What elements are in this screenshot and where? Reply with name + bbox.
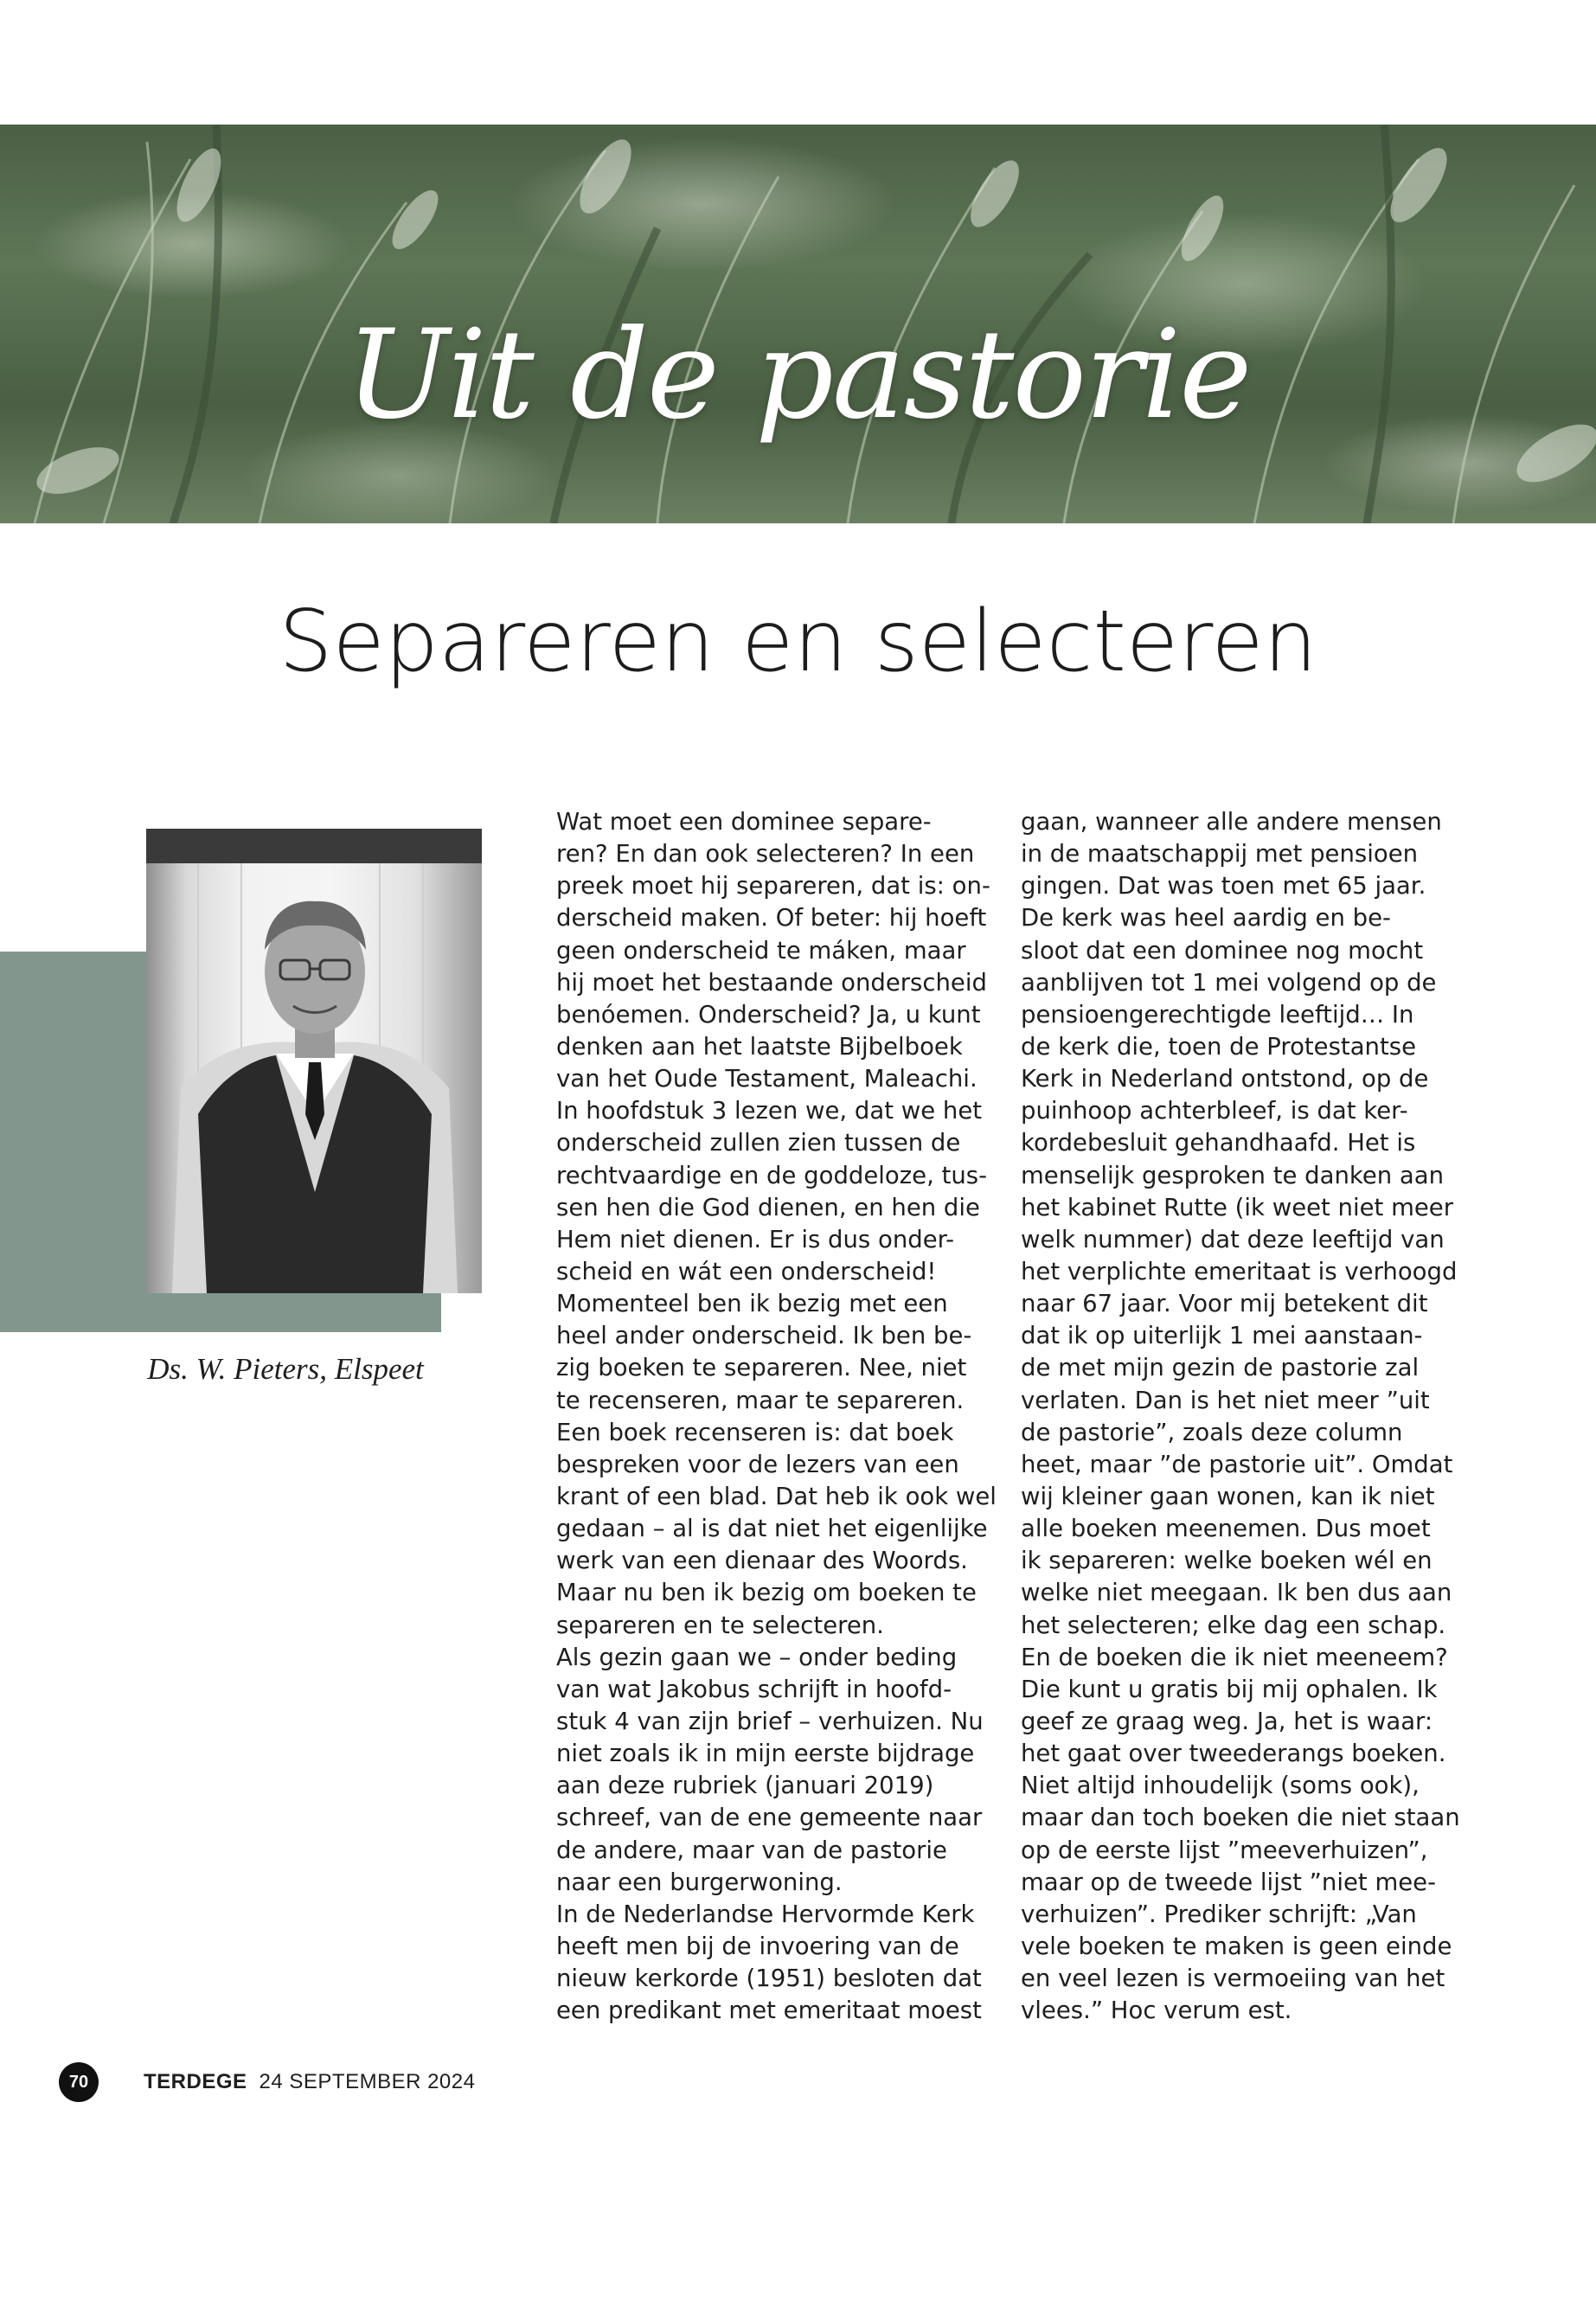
- text-line: een predikant met emeritaat moest: [556, 1997, 982, 2025]
- text-line: sloot dat een dominee nog mocht: [1021, 936, 1424, 965]
- text-line: denken aan het laatste Bijbelboek: [556, 1032, 963, 1061]
- text-line: maar op de tweede lijst ”niet mee-: [1021, 1868, 1436, 1896]
- text-line: de pastorie”, zoals deze column: [1021, 1418, 1403, 1446]
- text-line: vele boeken te maken is geen einde: [1021, 1932, 1452, 1960]
- author-caption: Ds. W. Pieters, Elspeet: [147, 1352, 424, 1386]
- text-line: onderscheid zullen zien tussen de: [556, 1129, 961, 1157]
- text-line: de andere, maar van de pastorie: [556, 1836, 947, 1864]
- text-line: en veel lezen is vermoeiing van het: [1021, 1965, 1445, 1993]
- text-line: werk van een dienaar des Woords.: [556, 1547, 968, 1575]
- text-line: van het Oude Testament, Maleachi.: [556, 1065, 977, 1093]
- header-banner: [0, 125, 1596, 523]
- text-line: bespreken voor de lezers van een: [556, 1450, 959, 1478]
- author-portrait: [146, 829, 482, 1293]
- text-line: nieuw kerkorde (1951) besloten dat: [556, 1965, 982, 1993]
- text-line: scheid en wát een onderscheid!: [556, 1257, 937, 1285]
- text-line: het selecteren; elke dag een schap.: [1021, 1611, 1446, 1639]
- text-line: ren? En dan ook selecteren? In een: [556, 840, 975, 868]
- text-line: stuk 4 van zijn brief – verhuizen. Nu: [556, 1707, 984, 1735]
- text-line: alle boeken meenemen. Dus moet: [1021, 1515, 1431, 1543]
- text-line: de kerk die, toen de Protestantse: [1021, 1032, 1417, 1061]
- text-line: Hem niet dienen. Er is dus onder-: [556, 1225, 955, 1253]
- text-line: geen onderscheid te máken, maar: [556, 936, 966, 965]
- text-line: heet, maar ”de pastorie uit”. Omdat: [1021, 1450, 1453, 1478]
- text-line: ik separeren: welke boeken wél en: [1021, 1547, 1433, 1575]
- text-line: gingen. Dat was toen met 65 jaar.: [1021, 872, 1426, 901]
- text-line: Maar nu ben ik bezig om boeken te: [556, 1579, 977, 1607]
- text-line: hij moet het bestaande onderscheid: [556, 968, 987, 997]
- text-line: Een boek recenseren is: dat boek: [556, 1418, 954, 1446]
- text-line: In hoofdstuk 3 lezen we, dat we het: [556, 1097, 983, 1125]
- text-line: verhuizen”. Prediker schrijft: „Van: [1021, 1900, 1417, 1928]
- article-column-2: [1021, 806, 1462, 2027]
- text-line: naar 67 jaar. Voor mij betekent dit: [1021, 1290, 1428, 1318]
- text-line: rechtvaardige en de goddeloze, tus-: [556, 1161, 988, 1189]
- text-line: naar een burgerwoning.: [556, 1868, 843, 1896]
- text-line: het kabinet Rutte (ik weet niet meer: [1021, 1193, 1453, 1221]
- text-line: derscheid maken. Of beter: hij hoeft: [556, 904, 987, 933]
- text-line: In de Nederlandse Hervormde Kerk: [556, 1900, 975, 1928]
- text-line: Wat moet een dominee separe-: [556, 808, 932, 836]
- text-line: menselijk gesproken te danken aan: [1021, 1161, 1445, 1189]
- banner-title: Uit de pastorie: [345, 304, 1251, 446]
- text-line: schreef, van de ene gemeente naar: [556, 1804, 983, 1832]
- text-line: Niet altijd inhoudelijk (soms ook),: [1021, 1772, 1420, 1800]
- text-line: zig boeken te separeren. Nee, niet: [556, 1354, 967, 1382]
- text-line: maar dan toch boeken die niet staan: [1021, 1804, 1460, 1832]
- article-column-1: [556, 806, 997, 2027]
- text-line: heeft men bij de invoering van de: [556, 1932, 959, 1960]
- text-line: het gaat over tweederangs boeken.: [1021, 1740, 1446, 1768]
- text-line: kordebesluit gehandhaafd. Het is: [1021, 1129, 1416, 1157]
- text-line: de met mijn gezin de pastorie zal: [1021, 1354, 1420, 1382]
- text-line: vlees.” Hoc verum est.: [1021, 1997, 1292, 2025]
- text-line: En de boeken die ik niet meeneem?: [1021, 1643, 1448, 1671]
- text-line: krant of een blad. Dat heb ik ook wel: [556, 1482, 997, 1510]
- portrait-illustration: [146, 829, 482, 1293]
- issue-date: 24 SEPTEMBER 2024: [259, 2070, 476, 2093]
- text-line: wij kleiner gaan wonen, kan ik niet: [1021, 1482, 1435, 1510]
- text-line: op de eerste lijst ”meeverhuizen”,: [1021, 1836, 1428, 1864]
- text-line: van wat Jakobus schrijft in hoofd-: [556, 1675, 952, 1703]
- text-line: aan deze rubriek (januari 2019): [556, 1772, 934, 1800]
- text-line: Als gezin gaan we – onder beding: [556, 1643, 958, 1671]
- text-line: Kerk in Nederland ontstond, op de: [1021, 1065, 1429, 1093]
- text-line: puinhoop achterbleef, is dat ker-: [1021, 1097, 1408, 1125]
- text-line: dat ik op uiterlijk 1 mei aanstaan-: [1021, 1322, 1423, 1350]
- magazine-name: TERDEGE: [144, 2070, 247, 2093]
- text-line: niet zoals ik in mijn eerste bijdrage: [556, 1740, 975, 1768]
- text-line: geef ze graag weg. Ja, het is waar:: [1021, 1707, 1433, 1735]
- text-line: aanblijven tot 1 mei volgend op de: [1021, 968, 1437, 997]
- page-footer: [59, 2062, 475, 2102]
- text-line: Die kunt u gratis bij mij ophalen. Ik: [1021, 1675, 1438, 1703]
- text-line: separeren en te selecteren.: [556, 1611, 884, 1639]
- text-line: gedaan – al is dat niet het eigenlijke: [556, 1515, 988, 1543]
- text-line: welk nummer) dat deze leeftijd van: [1021, 1225, 1445, 1253]
- text-line: welke niet meegaan. Ik ben dus aan: [1021, 1579, 1452, 1607]
- text-line: De kerk was heel aardig en be-: [1021, 904, 1391, 933]
- text-line: pensioengerechtigde leeftijd… In: [1021, 1000, 1414, 1029]
- text-line: benóemen. Onderscheid? Ja, u kunt: [556, 1000, 981, 1029]
- text-line: het verplichte emeritaat is verhoogd: [1021, 1257, 1458, 1285]
- text-line: preek moet hij separeren, dat is: on-: [556, 872, 990, 901]
- text-line: heel ander onderscheid. Ik ben be-: [556, 1322, 972, 1350]
- text-line: gaan, wanneer alle andere mensen: [1021, 808, 1442, 836]
- text-line: sen hen die God dienen, en hen die: [556, 1193, 980, 1221]
- text-line: te recenseren, maar te separeren.: [556, 1386, 965, 1414]
- text-line: in de maatschappij met pensioen: [1021, 840, 1419, 868]
- article-headline: Separeren en selecteren: [279, 593, 1317, 691]
- text-line: verlaten. Dan is het niet meer ”uit: [1021, 1386, 1430, 1414]
- text-line: Momenteel ben ik bezig met een: [556, 1290, 948, 1318]
- page-number: 70: [59, 2062, 99, 2102]
